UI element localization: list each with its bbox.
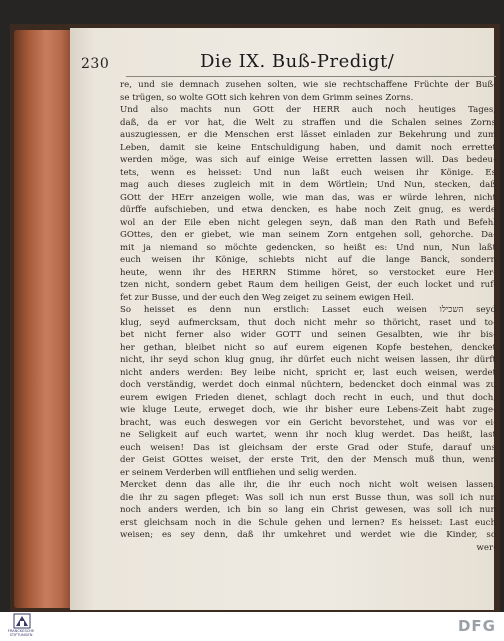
text-line: mag auch dieses zugleich mit in dem Wörtlein; Und Nun, stecken, daß (120, 180, 496, 190)
text-line: euch weisen ihr Könige, schiebts nicht auf die lange Banck, sondern (120, 255, 496, 265)
text-line: nicht, ihr seyd schon klug gnug, ihr dürfet euch nicht weisen lassen, ihr dürft (120, 355, 496, 365)
text-line: heute, wenn ihr des HERRN Stimme höret, so verstocket eure Her- (120, 267, 496, 278)
text-line: erst gleichsam noch in die Schule gehen und lernen? Es heisset: Last euch (120, 517, 496, 528)
header-rule (126, 76, 496, 77)
page-edges (14, 30, 72, 608)
text-line: doch verständig, werdet doch einmal nüchtern, bedencket doch einmal was zu (120, 380, 496, 390)
text-line: tets, wenn es heisset: Und nun laßt euch weisen ihr Könige. Es (120, 167, 496, 178)
text-line: mit ja niemand so möchte gedencken, so heißt es: Und nun, Nun laßt (120, 242, 496, 253)
text-line: die ihr zu sagen pfleget: Was soll ich nun erst Busse thun, was soll ich nun (120, 492, 496, 503)
text-line: tzen nicht, sondern gebet Raum dem heiligen Geist, der euch locket und ruf- (120, 280, 496, 290)
text-line: der Geist GOttes weiset, der erste Trit, den der Mensch muß thun, wenn (120, 455, 496, 465)
text-line: noch anders werden, ich bin so lang ein Christ gewesen, was soll ich nun (120, 505, 496, 515)
text-line: auszugiessen, er die Menschen erst lässet einladen zur Bekehrung und zum (120, 130, 496, 140)
text-line: re, und sie demnach zusehen solten, wie sie rechtschaffene Früchte der Buß- (120, 80, 496, 90)
text-line: wol an der Eile eben nicht gelegen seyn, daß man den Rath und Befehl (120, 217, 496, 228)
text-line: klug, seyd aufmercksam, thut doch nicht mehr so thöricht, raset und to- (120, 317, 496, 328)
text-line: er seinem Verderben will entfliehen und selig werden. (120, 467, 357, 478)
text-line: ne Seligkeit auf euch wartet, wenn ihr noch klug werdet. Das heißt, last (120, 430, 496, 440)
body-text (120, 79, 496, 554)
text-line: her gethan, bleibet nicht so auf eurem eigenen Kopfe bestehen, dencket (120, 342, 496, 353)
text-line: eurem ewigen Frieden dienet, schlagt doch recht in euch, und thut doch, (120, 392, 496, 403)
footer-bar (0, 612, 504, 641)
text-line: wer- (476, 542, 496, 553)
text-line: se trügen, so wolte GOtt sich kehren von dem Grimm seines Zorns. (120, 92, 414, 103)
text-line: weisen; es sey denn, daß ihr umkehret und werdet wie die Kinder, so (120, 530, 496, 540)
francke-logo-text: FRANCKESCHE STIFTUNGEN (7, 629, 35, 637)
text-line: nicht anders werden: Bey leibe nicht, spricht er, last euch weisen, werdet (120, 367, 496, 378)
text-line: bet nicht ferner also wider GOTT und seinen Gesalbten, wie ihr bis- (120, 330, 496, 340)
text-line: daß, da er vor hat, die Welt zu straffen und die Schalen seines Zorns (120, 117, 496, 128)
text-line: fet zur Busse, und der euch den Weg zeiget zu seinem ewigen Heil. (120, 292, 414, 303)
text-line: werden möge, was sich auf einige Weise erretten lassen will. Das bedeu- (120, 155, 496, 165)
running-title: Die IX. Buß-Predigt/ (200, 51, 395, 72)
text-line: euch weisen! Das ist gleichsam der erste Grad oder Stufe, darauf uns (120, 442, 496, 453)
text-line: So heisset es denn nun erstlich: Lasset euch weisen השכילו seyd (120, 305, 496, 315)
text-line: dürffe aufschieben, und etwa dencken, es habe noch Zeit gnug, es werde (120, 205, 496, 215)
page-number: 230 (81, 56, 110, 72)
text-line: Und also machts nun GOtt der HERR auch noch heutiges Tages, (120, 105, 496, 115)
text-line: GOttes, den er giebet, wie man seinem Zorn entgehen soll, gehorche. Da- (120, 230, 496, 240)
text-line: Leben, damit sie keine Entschuldigung haben, und damit noch errettet (120, 142, 496, 153)
text-line: wie kluge Leute, erweget doch, wie ihr bisher eure Lebens-Zeit habt zuge- (120, 405, 496, 415)
dfg-logo: DFG (457, 617, 496, 635)
text-line: GOtt der HErr anzeigen wolle, wie man das, was er würde lehren, nicht (120, 192, 496, 203)
text-line: Mercket denn das alle ihr, die ihr euch noch nicht wolt weisen lassen, (120, 480, 496, 490)
text-line: bracht, was euch deswegen vor ein Gericht bevorstehet, und was vor ei- (120, 417, 496, 428)
